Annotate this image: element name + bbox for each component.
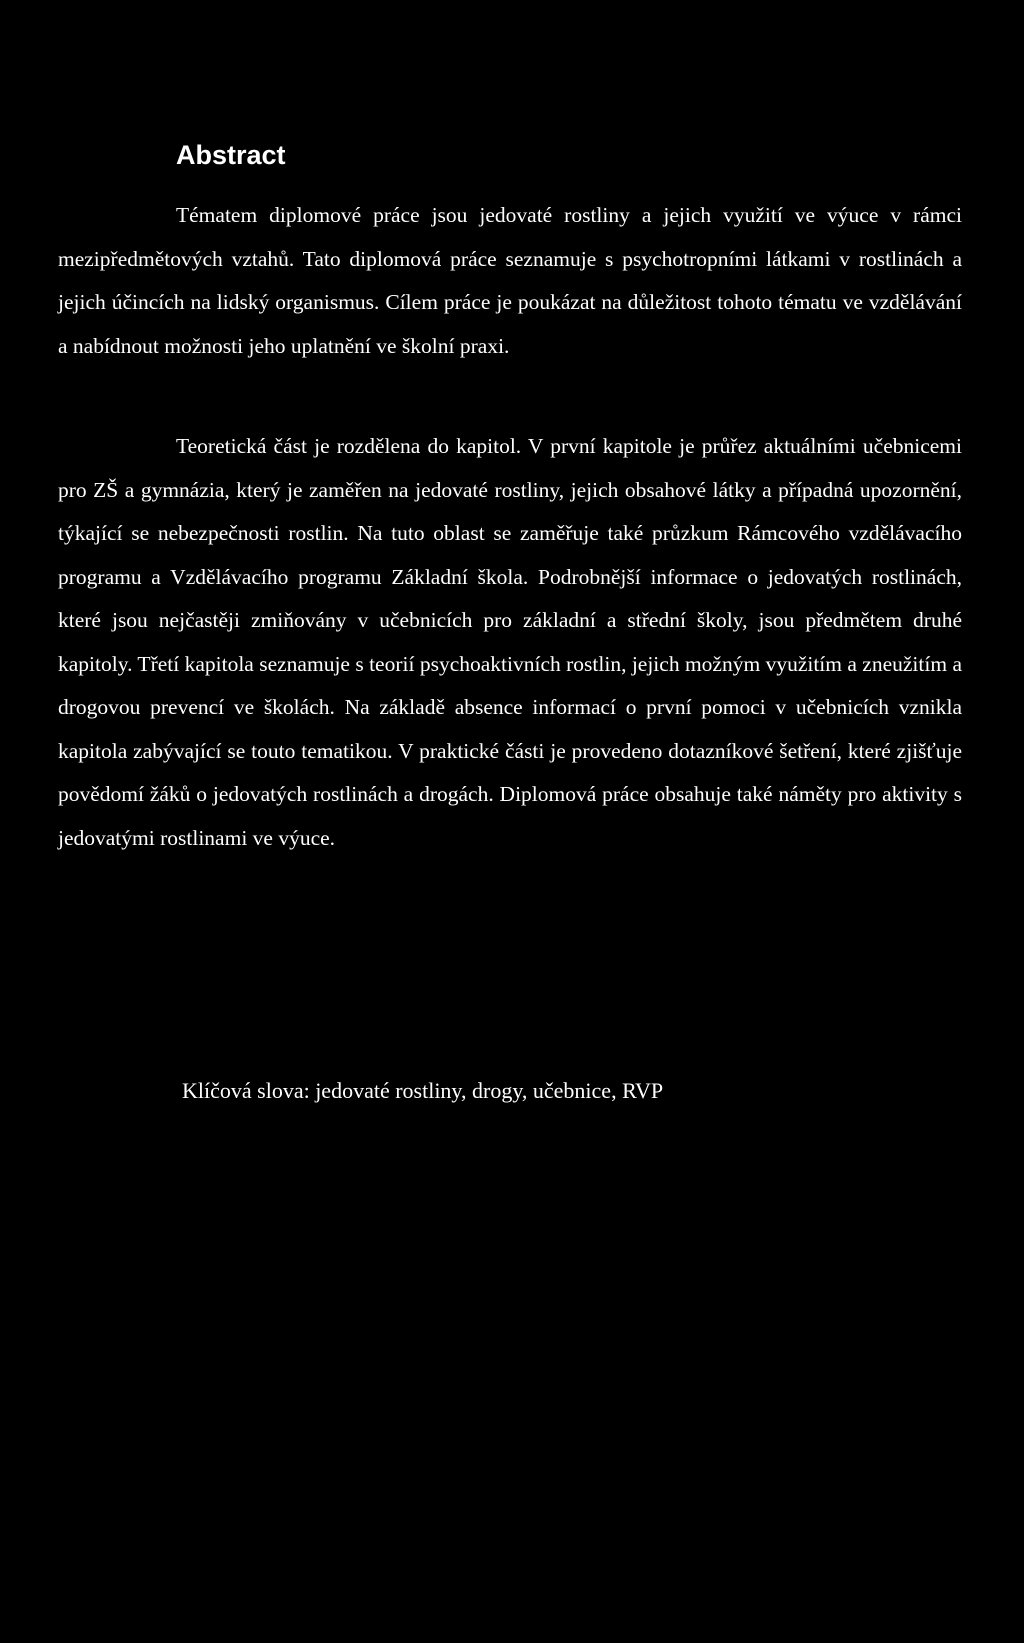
abstract-paragraph-2: Teoretická část je rozdělena do kapitol. V první kapitole je průřez aktuálními učebnicemi pro ZŠ a gymnázia, který je zaměřen na jedovaté rostliny, jejich obsahové látky a případná upozornění, týkající se nebezpečnosti rostlin. Na tuto oblast se zaměřuje také průzkum Rámcového vzdělávacího programu a Vzdělávacího programu Základní škola. Podrobnější informace o jedovatých rostlinách, které jsou nejčastěji zmiňovány v učebnicích pro základní a střední školy, jsou předmětem druhé kapitoly. Třetí kapitola seznamuje s teorií psychoaktivních rostlin, jejich možným využitím a zneužitím a drogovou prevencí ve školách. Na základě absence informací o první pomoci v učebnicích vznikla kapitola zabývající se touto tematikou. V praktické části je provedeno dotazníkové šetření, které zjišťuje povědomí žáků o jedovatých rostlinách a drogách. Diplomová práce obsahuje také náměty pro aktivity s jedovatými rostlinami ve výuce. [58,434,962,850]
abstract-heading: Abstract [176,140,286,170]
keywords-line: Klíčová slova: jedovaté rostliny, drogy, učebnice, RVP [182,1078,664,1103]
abstract-paragraph-1: Tématem diplomové práce jsou jedovaté rostliny a jejich využití ve výuce v rámci mezipředmětových vztahů. Tato diplomová práce seznamuje s psychotropními látkami v rostlinách a jejich účincích na lidský organismus. Cílem práce je poukázat na důležitost tohoto tématu ve vzdělávání a nabídnout možnosti jeho uplatnění ve školní praxi. [58,203,962,358]
